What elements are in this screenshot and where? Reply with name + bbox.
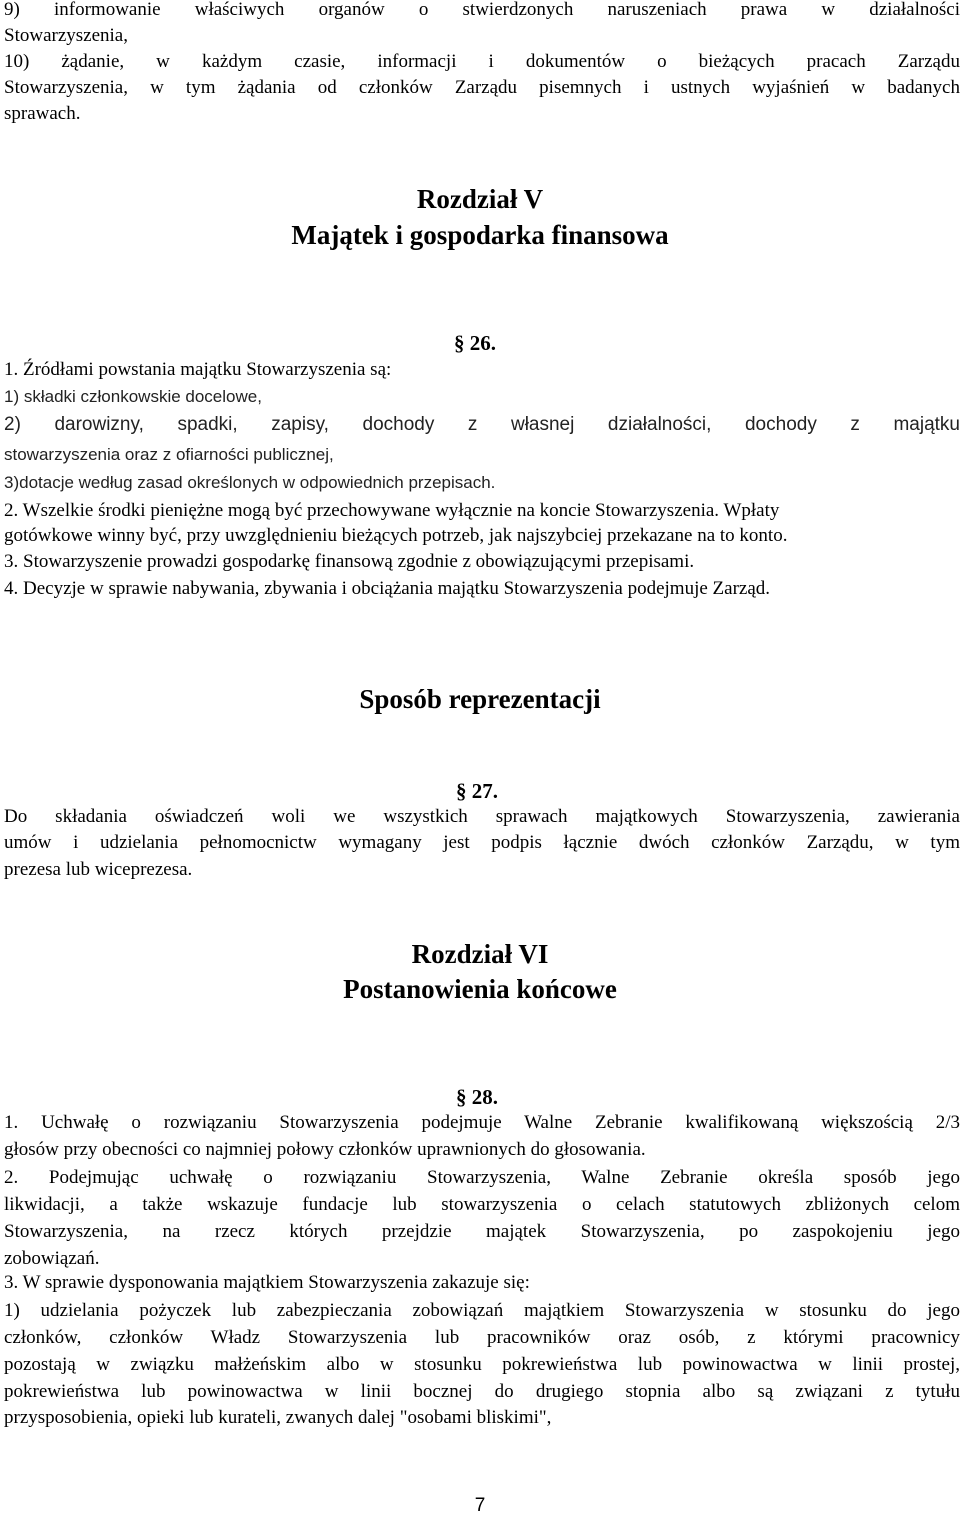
text-line: przysposobienia, opieki lub kurateli, zwanych dalej "osobami bliskimi", [4, 1407, 552, 1428]
text-line: 1. Źródłami powstania majątku Stowarzyszenia są: [4, 359, 392, 380]
text-line: 2) darowizny, spadki, zapisy, dochody z własnej działalności, dochody z majątku [4, 414, 960, 435]
paragraph-number: § 27. [456, 779, 498, 803]
text-line: głosów przy obecności co najmniej połowy członków uprawnionych do głosowania. [4, 1139, 646, 1160]
text-line: 1) udzielania pożyczek lub zabezpieczania zobowiązań majątkiem Stowarzyszenia w stosunku do jego [4, 1300, 960, 1321]
text-line: 2. Wszelkie środki pieniężne mogą być przechowywane wyłącznie na koncie Stowarzyszenia. Wpłaty [4, 500, 780, 521]
chapter-subtitle: Postanowienia końcowe [343, 974, 617, 1004]
text-line: zobowiązań. [4, 1248, 100, 1269]
paragraph-number: § 28. [456, 1085, 498, 1109]
text-line: 3. W sprawie dysponowania majątkiem Stowarzyszenia zakazuje się: [4, 1272, 530, 1293]
text-line: 4. Decyzje w sprawie nabywania, zbywania i obciążania majątku Stowarzyszenia podejmuje Zarząd. [4, 578, 771, 599]
text-line: 9) informowanie właściwych organów o stwierdzonych naruszeniach prawa w działalności [4, 0, 960, 20]
text-line: 3)dotacje według zasad określonych w odpowiednich przepisach. [4, 473, 496, 492]
text-line: 10) żądanie, w każdym czasie, informacji i dokumentów o bieżących pracach Zarządu [4, 51, 960, 72]
text-line: sprawach. [4, 103, 81, 124]
text-line: pokrewieństwa lub powinowactwa w linii bocznej do drugiego stopnia albo są związani z tytułu [4, 1381, 960, 1402]
text-line: Stowarzyszenia, na rzecz których przejdzie majątek Stowarzyszenia, po zaspokojeniu jego [4, 1221, 960, 1242]
text-line: 1) składki członkowskie docelowe, [4, 387, 262, 406]
chapter-subtitle: Majątek i gospodarka finansowa [291, 220, 669, 250]
text-line: gotówkowe winny być, przy uwzględnieniu bieżących potrzeb, jak najszybciej przekazane na to konto. [4, 525, 788, 546]
text-line: Stowarzyszenia, [4, 25, 128, 46]
text-line: 2. Podejmując uchwałę o rozwiązaniu Stowarzyszenia, Walne Zebranie określa sposób jego [4, 1167, 960, 1188]
chapter-title: Rozdział V [416, 184, 544, 214]
text-line: pozostają w związku małżeńskim albo w stosunku pokrewieństwa lub powinowactwa w linii prostej, [4, 1354, 960, 1375]
text-line: umów i udzielania pełnomocnictw wymagany jest podpis łącznie dwóch członków Zarządu, w tym [4, 832, 960, 853]
text-line: 3. Stowarzyszenie prowadzi gospodarkę finansową zgodnie z obowiązującymi przepisami. [4, 551, 695, 572]
text-line: członków, członków Władz Stowarzyszenia lub pracowników oraz osób, z którymi pracownicy [4, 1327, 960, 1348]
text-line: 1. Uchwałę o rozwiązaniu Stowarzyszenia podejmuje Walne Zebranie kwalifikowaną większością 2/3 [4, 1112, 960, 1133]
text-line: stowarzyszenia oraz z ofiarności publicznej, [4, 445, 334, 464]
chapter-title: Rozdział VI [411, 939, 549, 969]
text-line: likwidacji, a także wskazuje fundacje lub stowarzyszenia o celach statutowych zbliżonych celom [4, 1194, 960, 1215]
section-title: Sposób reprezentacji [359, 684, 601, 714]
text-line: Stowarzyszenia, w tym żądania od członków Zarządu pisemnych i ustnych wyjaśnień w badanych [4, 77, 960, 98]
page-number: 7 [474, 1495, 486, 1516]
paragraph-number: § 26. [454, 331, 496, 355]
text-line: prezesa lub wiceprezesa. [4, 859, 193, 880]
text-line: Do składania oświadczeń woli we wszystkich sprawach majątkowych Stowarzyszenia, zawierania [4, 806, 960, 827]
